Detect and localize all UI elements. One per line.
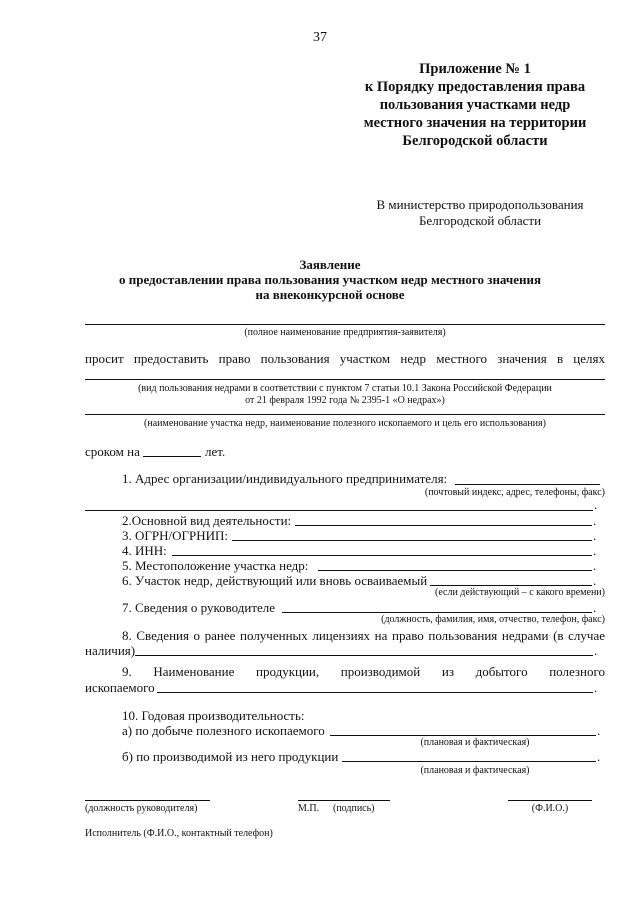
request-text: просит предоставить право пользования участком недр местного значения в целях xyxy=(85,351,605,366)
document-title xyxy=(80,257,580,302)
applicant-field[interactable] xyxy=(85,324,605,325)
products-field[interactable] xyxy=(157,692,593,693)
appendix-line: местного значения на территории xyxy=(363,115,587,131)
field9-line2: ископаемого xyxy=(85,680,155,695)
field10a-hint: (плановая и фактическая) xyxy=(420,737,530,748)
inn-field[interactable] xyxy=(172,555,592,556)
field10b-label: б) по производимой из него продукции xyxy=(122,749,339,764)
appendix-line: Приложение № 1 xyxy=(419,61,531,77)
site-field[interactable] xyxy=(85,414,605,415)
ogrn-field[interactable] xyxy=(232,540,592,541)
term-prefix: сроком на xyxy=(85,444,140,459)
executor-note: Исполнитель (Ф.И.О., контактный телефон) xyxy=(85,828,273,839)
period: . xyxy=(594,680,598,695)
period: . xyxy=(593,543,597,558)
address-field[interactable] xyxy=(455,484,600,485)
field1-label: 1. Адрес организации/индивидуального предпринимателя: xyxy=(122,471,448,486)
period: . xyxy=(593,528,597,543)
period: . xyxy=(594,643,598,658)
production-field[interactable] xyxy=(342,761,596,762)
field5-label: 5. Местоположение участка недр: xyxy=(122,558,309,573)
period: . xyxy=(594,497,598,512)
appendix-line: к Порядку предоставления права xyxy=(364,79,586,95)
site-status-field[interactable] xyxy=(430,585,592,586)
location-field[interactable] xyxy=(318,570,592,571)
field8-line2: наличия) xyxy=(85,643,136,658)
field7-label: 7. Сведения о руководителе xyxy=(122,600,276,615)
name-line[interactable] xyxy=(508,800,592,801)
position-hint: (должность руководителя) xyxy=(85,803,198,814)
title-line: о предоставлении права пользования участком недр местного значения xyxy=(118,272,542,287)
field4-label: 4. ИНН: xyxy=(122,543,167,558)
stamp-label: М.П. xyxy=(298,803,320,814)
name-hint: (Ф.И.О.) xyxy=(531,803,569,814)
period: . xyxy=(593,558,597,573)
field9-line1: 9. Наименование продукции, производимой из добытого полезного xyxy=(122,664,605,679)
field10-label: 10. Годовая производительность: xyxy=(122,708,305,723)
period: . xyxy=(593,513,597,528)
licenses-field[interactable] xyxy=(135,655,593,656)
appendix-line: пользования участками недр xyxy=(379,97,571,113)
field7-hint: (должность, фамилия, имя, отчество, телефон, факс) xyxy=(381,614,605,625)
activity-field[interactable] xyxy=(295,525,592,526)
address-field-continued[interactable] xyxy=(85,510,593,511)
applicant-hint: (полное наименование предприятия-заявителя) xyxy=(244,327,446,338)
addressee xyxy=(330,197,630,229)
addressee-line: В министерство природопользования xyxy=(376,197,584,212)
appendix-header xyxy=(340,60,610,150)
field3-label: 3. ОГРН/ОГРНИП: xyxy=(122,528,229,543)
site-hint: (наименование участка недр, наименование полезного ископаемого и цель его использования) xyxy=(144,418,546,429)
period: . xyxy=(593,600,597,615)
extraction-field[interactable] xyxy=(330,735,596,736)
field6-hint: (если действующий – с какого времени) xyxy=(435,587,605,598)
field8-line1: 8. Сведения о ранее полученных лицензиях на право пользования недрами (в случае xyxy=(122,628,605,643)
purpose-hint: (вид пользования недрами в соответствии с пунктом 7 статьи 10.1 Закона Российской Федерации xyxy=(138,383,552,394)
field6-label: 6. Участок недр, действующий или вновь осваиваемый xyxy=(122,573,428,588)
purpose-field[interactable] xyxy=(85,379,605,380)
field2-label: 2.Основной вид деятельности: xyxy=(122,513,292,528)
field10b-hint: (плановая и фактическая) xyxy=(420,765,530,776)
title-line: Заявление xyxy=(299,257,361,272)
addressee-line: Белгородской области xyxy=(418,213,542,228)
purpose-hint: от 21 февраля 1992 года № 2395-1 «О недрах») xyxy=(245,395,445,406)
field10a-label: а) по добыче полезного ископаемого xyxy=(122,723,325,738)
period: . xyxy=(597,749,601,764)
period: . xyxy=(597,723,601,738)
position-line[interactable] xyxy=(85,800,210,801)
appendix-line: Белгородской области xyxy=(402,133,548,149)
title-line: на внеконкурсной основе xyxy=(255,287,405,302)
term-suffix: лет. xyxy=(205,444,226,459)
page-number: 37 xyxy=(313,30,327,45)
director-field[interactable] xyxy=(282,612,592,613)
signature-line[interactable] xyxy=(298,800,390,801)
signature-hint: (подпись) xyxy=(333,803,375,814)
field1-hint: (почтовый индекс, адрес, телефоны, факс) xyxy=(424,487,605,498)
term-field[interactable] xyxy=(143,456,201,457)
period: . xyxy=(593,573,597,588)
